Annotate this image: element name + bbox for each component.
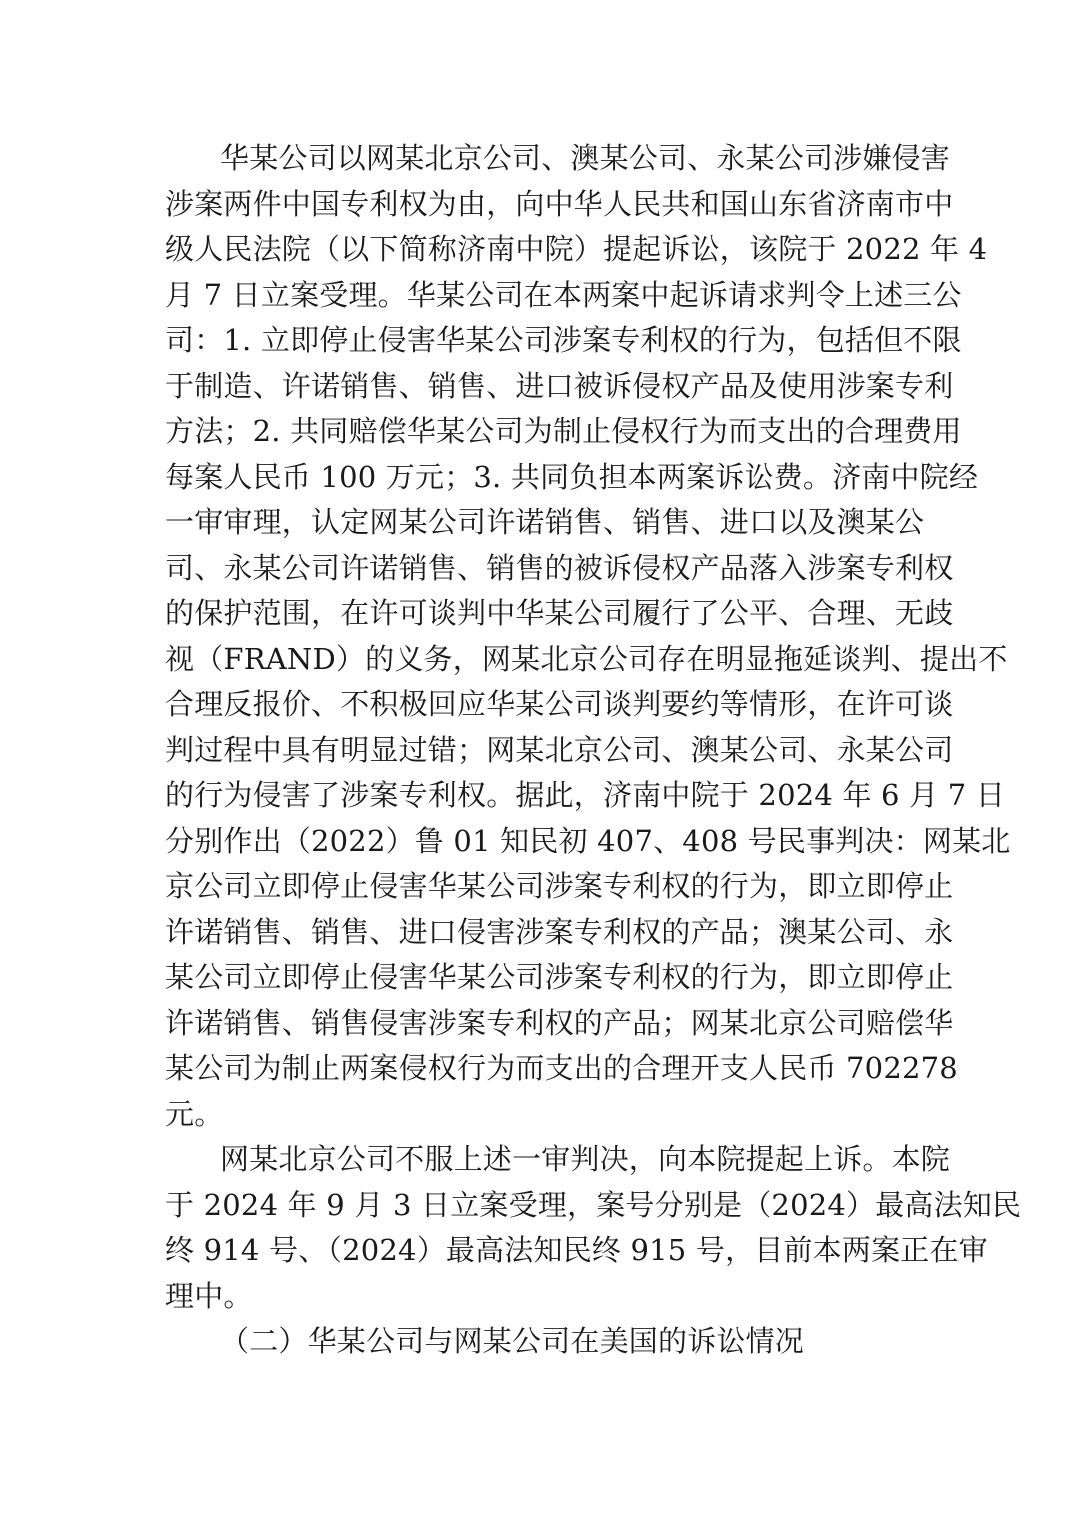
text-line: 许诺销售、销售侵害涉案专利权的产品；网某北京公司赔偿华 — [165, 1006, 954, 1040]
section-heading: （二）华某公司与网某公司在美国的诉讼情况 — [220, 1324, 805, 1358]
text-line: 终 914 号、（2024）最高法知民终 915 号，目前本两案正在审 — [165, 1233, 988, 1267]
text-line: 级人民法院（以下简称济南中院）提起诉讼，该院于 2022 年 4 — [165, 232, 988, 266]
text-line: 司：1. 立即停止侵害华某公司涉案专利权的行为，包括但不限 — [165, 323, 962, 357]
text-line: 的行为侵害了涉案专利权。据此，济南中院于 2024 年 6 月 7 日 — [165, 778, 1006, 812]
text-line: 涉案两件中国专利权为由，向中华人民共和国山东省济南市中 — [165, 187, 954, 221]
text-line: 元。 — [165, 1097, 224, 1131]
text-line: 于制造、许诺销售、销售、进口被诉侵权产品及使用涉案专利 — [165, 369, 954, 403]
text-line: 司、永某公司许诺销售、销售的被诉侵权产品落入涉案专利权 — [165, 551, 954, 585]
text-line: 判过程中具有明显过错；网某北京公司、澳某公司、永某公司 — [165, 733, 954, 767]
text-line: 月 7 日立案受理。华某公司在本两案中起诉请求判令上述三公 — [165, 278, 962, 312]
text-line: 许诺销售、销售、进口侵害涉案专利权的产品；澳某公司、永 — [165, 915, 954, 949]
text-line: 网某北京公司不服上述一审判决，向本院提起上诉。本院 — [220, 1142, 951, 1176]
text-line: 一审审理，认定网某公司许诺销售、销售、进口以及澳某公 — [165, 505, 925, 539]
text-line: 京公司立即停止侵害华某公司涉案专利权的行为，即立即停止 — [165, 869, 954, 903]
text-line: 合理反报价、不积极回应华某公司谈判要约等情形，在许可谈 — [165, 687, 954, 721]
text-line: 方法；2. 共同赔偿华某公司为制止侵权行为而支出的合理费用 — [165, 414, 962, 448]
text-line: 某公司为制止两案侵权行为而支出的合理开支人民币 702278 — [165, 1051, 958, 1085]
text-line: 某公司立即停止侵害华某公司涉案专利权的行为，即立即停止 — [165, 960, 954, 994]
text-line: 华某公司以网某北京公司、澳某公司、永某公司涉嫌侵害 — [220, 141, 951, 175]
text-line: 每案人民币 100 万元；3. 共同负担本两案诉讼费。济南中院经 — [165, 460, 979, 494]
text-line: 理中。 — [165, 1279, 253, 1313]
text-line: 视（FRAND）的义务，网某北京公司存在明显拖延谈判、提出不 — [165, 642, 1008, 676]
text-line: 于 2024 年 9 月 3 日立案受理，案号分别是（2024）最高法知民 — [165, 1188, 1022, 1222]
text-line: 的保护范围，在许可谈判中华某公司履行了公平、合理、无歧 — [165, 596, 954, 630]
text-line: 分别作出（2022）鲁 01 知民初 407、408 号民事判决：网某北 — [165, 824, 1011, 858]
